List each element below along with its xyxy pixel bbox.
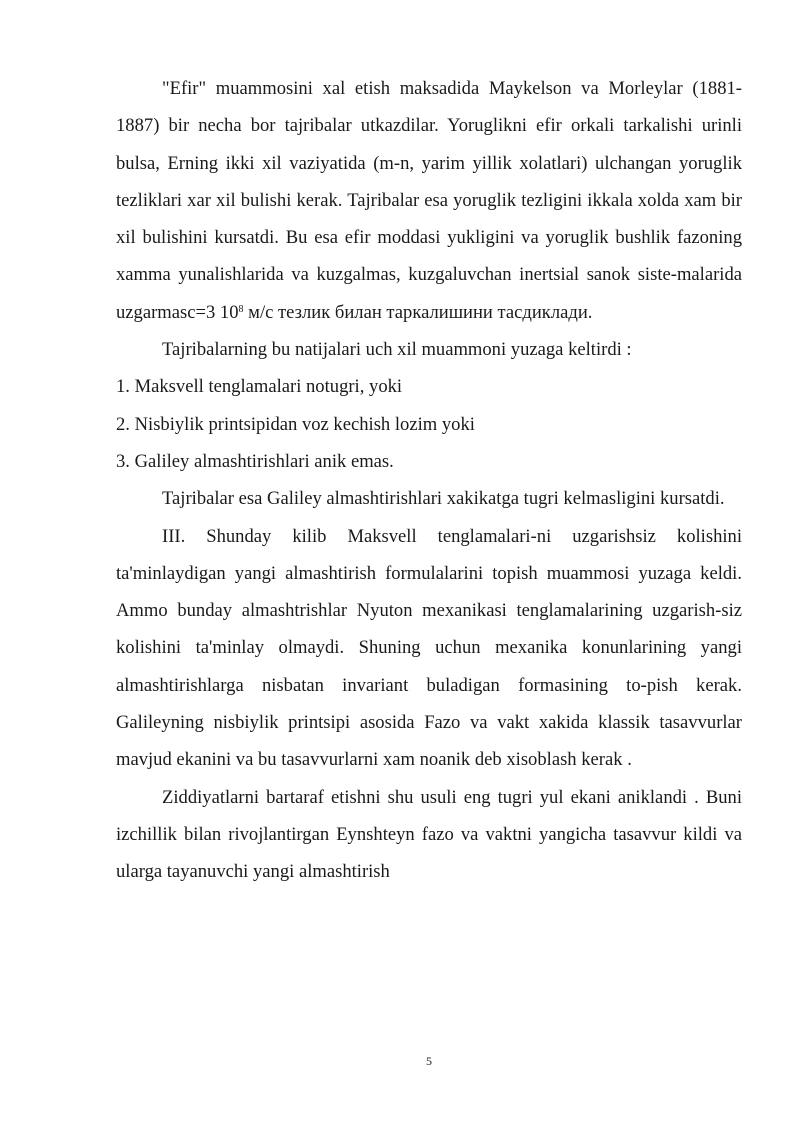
exponent: 8 [238,303,244,315]
paragraph-galiley-result: Tajribalar esa Galiley almashtirishlari xakikatga tugri kelmasligini kursatdi. [162,488,725,510]
paragraph-section-iii: III. Shunday kilib Maksvell tenglamalari-ni uzgarishsiz kolishini ta'minlaydigan yangi almashtirish formulalarini topish muammosi yuzaga keldi. Ammo bunday almashtrishlar Nyuton mexanikasi tenglamalarining uzgarish-siz kolishini ta'minlay olmaydi. Shuning uchun mexanika konunlarining yangi almashtirishlarga nisbatan invariant buladigan formasining to-pish kerak. Galileyning nisbiylik printsipi asosida Fazo va vakt xakida klassik tasavvurlar mavjud ekanini va bu tasavvurlarni xam noanik deb xisoblash kerak . [116,525,742,771]
document-body [116,70,742,891]
page-number: 5 [426,1054,432,1068]
list-item: 3. Galiley almashtirishlari anik emas. [116,450,394,472]
paragraph-problems-intro: Tajribalarning bu natijalari uch xil muammoni yuzaga keltirdi : [162,339,632,361]
list-item: 2. Nisbiylik printsipidan voz kechish lozim yoki [116,413,475,435]
paragraph-contradictions: Ziddiyatlarni bartaraf etishni shu usuli eng tugri yul ekani aniklandi . Buni izchillik bilan rivojlantirgan Eynshteyn fazo va vaktni yangicha tasavvur kildi va ularga tayanuvchi yangi almashtirish [116,786,742,883]
paragraph-text-continued: м/с тезлик билан таркалишини тасдиклади. [243,301,593,323]
page-footer [0,1052,800,1070]
paragraph-text: "Efir" muammosini xal etish maksadida Maykelson va Morleylar (1881-1887) bir necha bor tajribalar utkazdilar. Yoruglikni efir orkali tarkalishi urinli bulsa, Erning ikki xil vaziyatida (m-n, yarim yillik xolatlari) ulchangan yoruglik tezliklari xar xil bulishi kerak. Tajribalar esa yoruglik tezligini ikkala xolda xam bir xil bulishini kursatdi. Bu esa efir moddasi yukligini va yoruglik bushlik fazoning xamma yunalishlarida va kuzgalmas, kuzgaluvchan inertsial sanok siste-malarida uzgarmasc=3 10 [116,78,742,323]
paragraph-efir-experiment [116,70,742,331]
list-item: 1. Maksvell tenglamalari notugri, yoki [116,376,403,398]
